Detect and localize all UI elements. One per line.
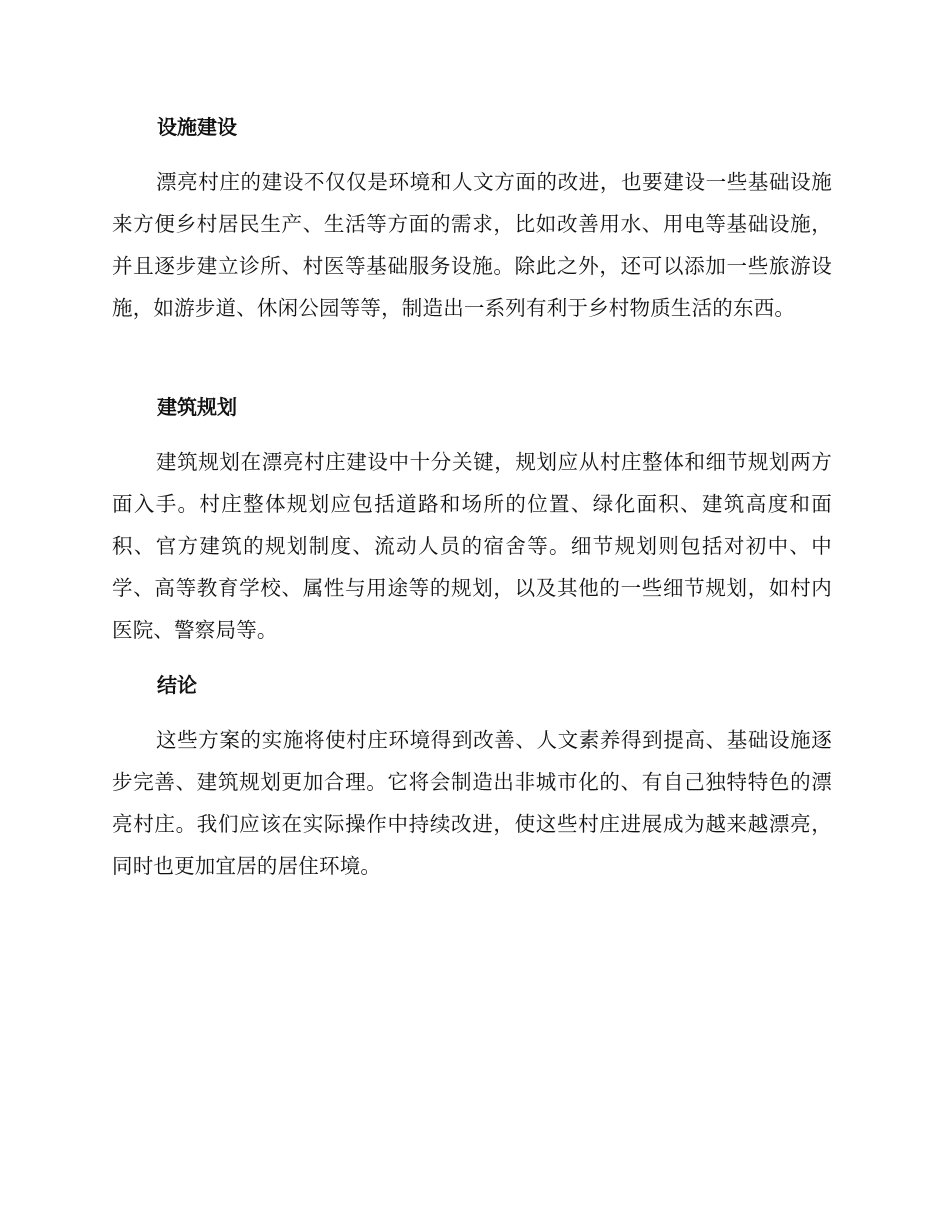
section-body-facilities: 漂亮村庄的建设不仅仅是环境和人文方面的改进，也要建设一些基础设施来方便乡村居民生产、生活等方面的需求，比如改善用水、用电等基础设施，并且逐步建立诊所、村医等基础服务设施。除此之外，还可以添加一些旅游设施，如游步道、休闲公园等等，制造出一系列有利于乡村物质生活的东西。 [112, 170, 832, 320]
section-body-architecture: 建筑规划在漂亮村庄建设中十分关键，规划应从村庄整体和细节规划两方面入手。村庄整体规划应包括道路和场所的位置、绿化面积、建筑高度和面积、官方建筑的规划制度、流动人员的宿舍等。细节规划则包括对初中、中学、高等教育学校、属性与用途等的规划，以及其他的一些细节规划，如村内医院、警察局等。 [112, 450, 832, 642]
section-heading-architecture: 建筑规划 [157, 395, 237, 419]
section-heading-facilities: 设施建设 [157, 115, 237, 139]
section-body-conclusion: 这些方案的实施将使村庄环境得到改善、人文素养得到提高、基础设施逐步完善、建筑规划更加合理。它将会制造出非城市化的、有自己独特特色的漂亮村庄。我们应该在实际操作中持续改进，使这些村庄进展成为越来越漂亮，同时也更加宜居的居住环境。 [112, 728, 832, 878]
section-heading-conclusion: 结论 [157, 673, 197, 697]
